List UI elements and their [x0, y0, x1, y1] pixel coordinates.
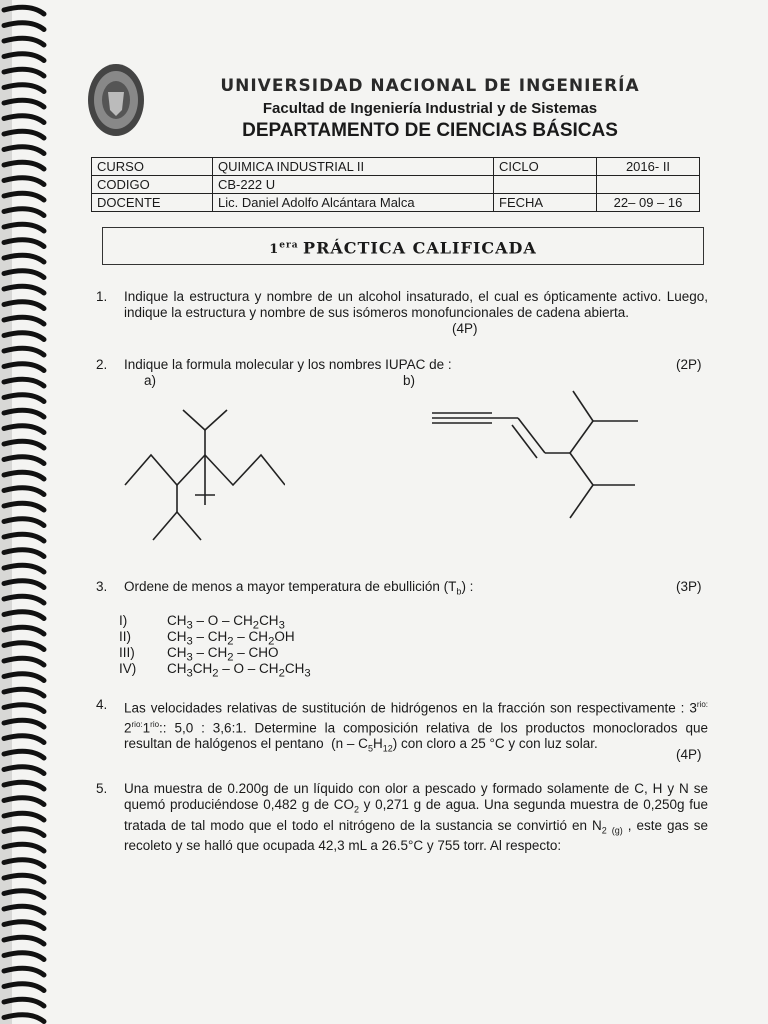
- question-text: Indique la formula molecular y los nombres IUPAC de :: [124, 357, 452, 372]
- ciclo-value: 2016- II: [597, 158, 700, 176]
- question-1-points: (4P): [452, 321, 478, 336]
- question-text: Indique la estructura y nombre de un alcohol insaturado, el cual es ópticamente activo. Luego, indique la estructura y nombre de sus isómeros monofuncionales de cadena abierta.: [124, 289, 708, 320]
- question-5: [96, 781, 708, 854]
- exam-title-box: [102, 227, 704, 265]
- option-formula: $CH_3CH_2$ – O – $CH_2CH_3$: [167, 661, 311, 680]
- question-3: [96, 579, 708, 600]
- option-roman: I): [119, 613, 128, 628]
- question-number: 1.: [96, 289, 108, 304]
- part-a-label: a): [144, 373, 157, 388]
- question-number: 4.: [96, 697, 108, 712]
- title-prefix: $1^{era}$: [269, 241, 299, 258]
- question-2: [96, 357, 708, 373]
- option-formula: $CH_3 - CH_2$ – CHO: [167, 645, 279, 664]
- empty-cell: [597, 176, 700, 194]
- university-seal-icon: [86, 62, 146, 138]
- question-text: Ordene de menos a mayor temperatura de ebullición $(T_b)$ :: [124, 579, 474, 597]
- docente-value: Lic. Daniel Adolfo Alcántara Malca: [213, 194, 494, 212]
- question-4: [96, 697, 708, 757]
- fecha-value: 22– 09 – 16: [597, 194, 700, 212]
- option-roman: IV): [119, 661, 137, 676]
- fecha-label: FECHA: [494, 194, 597, 212]
- question-number: 3.: [96, 579, 108, 594]
- option-4: [119, 661, 311, 682]
- codigo-label: CODIGO: [92, 176, 213, 194]
- option-roman: III): [119, 645, 135, 660]
- faculty-name: Facultad de Ingeniería Industrial y de Sistemas: [262, 100, 598, 117]
- question-text: Una muestra de 0.200g de un líquido con olor a pescado y formado solamente de C, H y N se quemó produciéndose 0,482 g de $CO_2$ y 0,271 g de agua. Una segunda muestra de 0,250g fue tratada de tal modo que el todo el nitrógeno de la sustancia se convirtió en $N_2$ $_{(g)}$ , este gas se recoleto y se halló que ocupada 42,3 mL a 26.5°C y 755 torr. Al respecto:: [124, 781, 708, 854]
- option-roman: II): [119, 629, 131, 644]
- department-name: DEPARTAMENTO DE CIENCIAS BÁSICAS: [242, 120, 618, 141]
- codigo-value: CB-222 U: [213, 176, 494, 194]
- question-text: Las velocidades relativas de sustitución de hidrógenos en la fracción son respectivamente : $3^{rio:}$ $2^{rio:}1^{rio}$:: 5,0 : 3,6:1. Determine la composición relativa de los productos monoclorados que resultan de halógenos el pentano $(n - C_5H_{12})$ con cloro a 25 °C y con luz solar.: [124, 700, 708, 754]
- molecule-b-structure: [430, 385, 650, 525]
- option-formula: $CH_3$ – O – $CH_2CH_3$: [167, 613, 285, 632]
- molecule-a-structure: [115, 400, 285, 550]
- exam-title: PRÁCTICA CALIFICADA: [303, 238, 537, 258]
- spiral-binding: [0, 0, 58, 1024]
- question-2-points: (2P): [676, 357, 702, 372]
- question-number: 2.: [96, 357, 108, 372]
- ciclo-label: CICLO: [494, 158, 597, 176]
- empty-cell: [494, 176, 597, 194]
- course-info-table: [91, 157, 700, 212]
- question-3-points: (3P): [676, 579, 702, 594]
- option-formula: $CH_3 - CH_2 - CH_2OH$: [167, 629, 295, 648]
- university-name: UNIVERSIDAD NACIONAL DE INGENIERÍA: [220, 76, 640, 96]
- curso-label: CURSO: [92, 158, 213, 176]
- docente-label: DOCENTE: [92, 194, 213, 212]
- part-b-label: b): [403, 373, 416, 388]
- question-1: [96, 289, 708, 321]
- question-4-points: (4P): [676, 747, 702, 762]
- question-number: 5.: [96, 781, 108, 796]
- curso-value: QUIMICA INDUSTRIAL II: [213, 158, 494, 176]
